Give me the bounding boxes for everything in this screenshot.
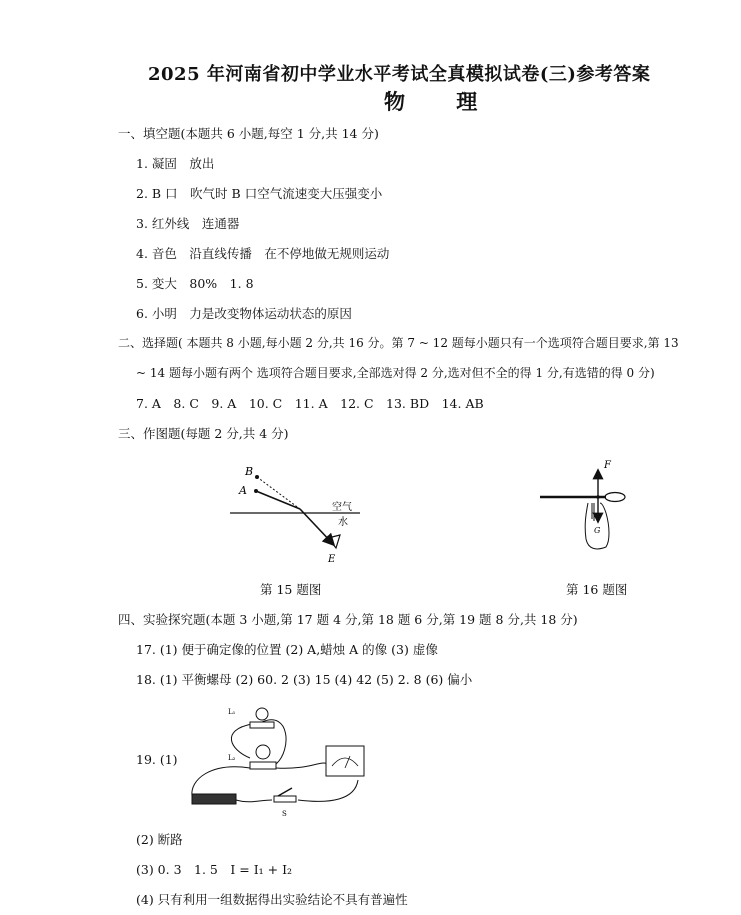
label-b: B <box>245 465 254 478</box>
section3-heading: 三、作图题(每题 2 分,共 4 分) <box>118 426 289 441</box>
section1-heading: 一、填空题(本题共 6 小题,每空 1 分,共 14 分) <box>118 126 379 141</box>
circuit-diagram <box>180 700 380 822</box>
lamp-l2-base <box>250 762 276 769</box>
virtual-ray <box>257 477 300 509</box>
answer-19-3: (3) 0. 3 1. 5 I = I₁ + I₂ <box>136 862 293 877</box>
point-b <box>255 475 259 479</box>
lamp-l2-bulb-icon <box>256 745 270 759</box>
page-title: 2025 年河南省初中学业水平考试全真模拟试卷(三)参考答案 <box>148 64 651 85</box>
section4-heading: 四、实验探究题(本题 3 小题,第 17 题 4 分,第 18 题 6 分,第 19 题 8 分,共 18 分) <box>118 612 578 627</box>
section2-heading-line2: ~ 14 题每小题有两个 选项符合题目要求,全部选对得 2 分,选对但不全的得 1 分,有选错的得 0 分) <box>136 366 655 380</box>
lamp-l1-base <box>250 722 274 728</box>
switch-base <box>274 796 296 802</box>
answer-17: 17. (1) 便于确定像的位置 (2) A,蜡烛 A 的像 (3) 虚像 <box>136 642 438 657</box>
wire-battery-switch <box>236 800 272 802</box>
label-a: A <box>239 484 247 497</box>
wire-switch-ammeter <box>298 780 358 801</box>
battery-icon <box>192 794 236 804</box>
answer-4: 4. 音色 沿直线传播 在不停地做无规则运动 <box>136 246 390 261</box>
section2-heading-line1: 二、选择题( 本题共 8 小题,每小题 2 分,共 16 分。第 7 ~ 12 题每小题只有一个选项符合题目要求,第 13 <box>118 336 679 350</box>
figure-15-caption: 第 15 题图 <box>260 582 322 597</box>
label-l1: L₁ <box>228 708 236 716</box>
label-l2: L₂ <box>228 754 236 762</box>
answer-6: 6. 小明 力是改变物体运动状态的原因 <box>136 306 352 321</box>
choice-answers: 7. A 8. C 9. A 10. C 11. A 12. C 13. BD 14. AB <box>136 396 484 411</box>
answer-1: 1. 凝固 放出 <box>136 156 215 171</box>
label-air: 空气 <box>332 502 352 513</box>
wire-l2-ammeter <box>276 763 328 768</box>
figure-16-force <box>536 455 646 565</box>
label-e: E <box>328 554 336 565</box>
label-s: S <box>282 810 287 818</box>
wire-l1-left <box>231 724 252 758</box>
figure-16-caption: 第 16 题图 <box>566 582 628 597</box>
label-f: F <box>604 460 611 471</box>
answer-3: 3. 红外线 连通器 <box>136 216 240 231</box>
switch-lever-icon <box>278 788 292 796</box>
answer-2: 2. B 口 吹气时 B 口空气流速变大压强变小 <box>136 186 383 201</box>
label-water: 水 <box>338 517 348 528</box>
ammeter-icon <box>326 746 364 776</box>
spoon-head <box>605 493 625 502</box>
answer-19-label: 19. (1) <box>136 752 178 767</box>
wire-l2-battery <box>192 767 250 796</box>
label-g: G <box>594 526 601 535</box>
point-a <box>254 489 258 493</box>
subject-title: 物 理 <box>384 89 500 114</box>
answer-19-2: (2) 断路 <box>136 832 183 847</box>
answer-5: 5. 变大 80% 1. 8 <box>136 276 254 291</box>
answer-18: 18. (1) 平衡螺母 (2) 60. 2 (3) 15 (4) 42 (5) 2. 8 (6) 偏小 <box>136 672 473 687</box>
center-point <box>596 495 600 499</box>
lamp-l1-bulb-icon <box>256 708 268 720</box>
incident-ray <box>256 491 300 509</box>
figure-15-refraction <box>222 458 372 570</box>
answer-19-4: (4) 只有利用一组数据得出实验结论不具有普遍性 <box>136 892 408 907</box>
